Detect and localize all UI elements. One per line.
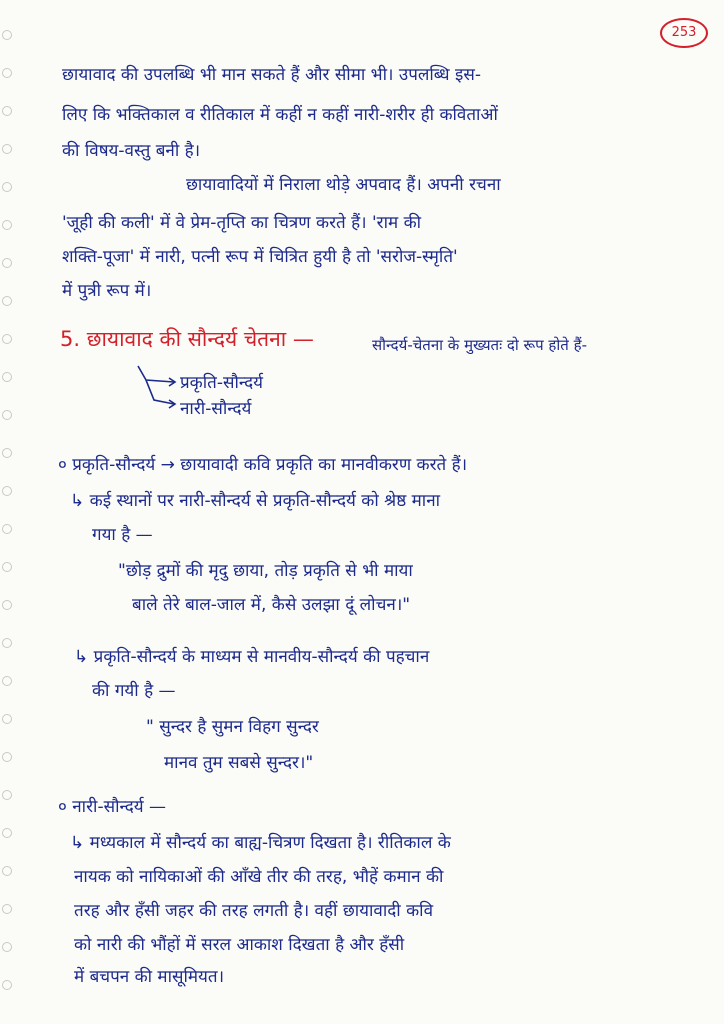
nari-line-2: नायक को नायिकाओं की आँखे तीर की तरह, भौहें कमान की [74, 867, 444, 887]
branch-prakriti: प्रकृति-सौन्दर्य [180, 373, 263, 393]
section-note: सौन्दर्य-चेतना के मुख्यतः दो रूप होते हैं- [372, 336, 587, 354]
text-line-7: में पुत्री रूप में। [62, 281, 152, 301]
prakriti-heading [58, 454, 467, 476]
prakriti-point-2a: ↳ कई स्थानों पर नारी-सौन्दर्य से प्रकृति-सौन्दर्य को श्रेष्ठ माना [70, 491, 441, 511]
prakriti-point-3b: की गयी है — [92, 681, 176, 701]
text-line-4: छायावादियों में निराला थोड़े अपवाद हैं। अपनी रचना [186, 175, 501, 195]
page-number: 253 [660, 18, 708, 48]
section-number: 5. [60, 327, 81, 351]
nari-line-4: को नारी की भौंहों में सरल आकाश दिखता है और हँसी [74, 935, 405, 955]
prakriti-point-2b: गया है — [92, 525, 153, 545]
prakriti-heading-text: ० प्रकृति-सौन्दर्य [58, 455, 156, 475]
quote-1-line-2: बाले तेरे बाल-जाल में, कैसे उलझा दूं लोचन।" [132, 595, 411, 615]
quote-2-line-1: " सुन्दर है सुमन विहग सुन्दर [146, 717, 319, 737]
quote-1-line-1: "छोड़ द्रुमों की मृदु छाया, तोड़ प्रकृति से भी माया [118, 561, 413, 581]
quote-2-line-2: मानव तुम सबसे सुन्दर।" [164, 753, 314, 773]
nari-line-1: ↳ मध्यकाल में सौन्दर्य का बाह्य-चित्रण दिखता है। रीतिकाल के [70, 833, 451, 853]
nari-line-3: तरह और हँसी जहर की तरह लगती है। वहीं छायावादी कवि [74, 901, 434, 921]
margin-holes [2, 30, 14, 1020]
nari-line-5: में बचपन की मासूमियत। [74, 967, 225, 987]
text-line-6: शक्ति-पूजा' में नारी, पत्नी रूप में चित्रित हुयी है तो 'सरोज-स्मृति' [62, 247, 458, 267]
text-line-5: 'जूही की कली' में वे प्रेम-तृप्ति का चित्रण करते हैं। 'राम की [62, 213, 422, 233]
text-line-1: छायावाद की उपलब्धि भी मान सकते हैं और सीमा भी। उपलब्धि इस- [62, 65, 481, 85]
text-line-2: लिए कि भक्तिकाल व रीतिकाल में कहीं न कहीं नारी-शरीर ही कविताओं [62, 105, 498, 125]
nari-heading: ० नारी-सौन्दर्य — [58, 797, 167, 817]
section-heading [60, 328, 314, 350]
prakriti-point-1: → छायावादी कवि प्रकृति का मानवीकरण करते हैं। [160, 455, 468, 475]
section-title: छायावाद की सौन्दर्य चेतना — [86, 327, 314, 351]
prakriti-point-3a: ↳ प्रकृति-सौन्दर्य के माध्यम से मानवीय-सौन्दर्य की पहचान [74, 647, 430, 667]
branch-nari: नारी-सौन्दर्य [180, 399, 252, 419]
text-line-3: की विषय-वस्तु बनी है। [62, 141, 201, 161]
